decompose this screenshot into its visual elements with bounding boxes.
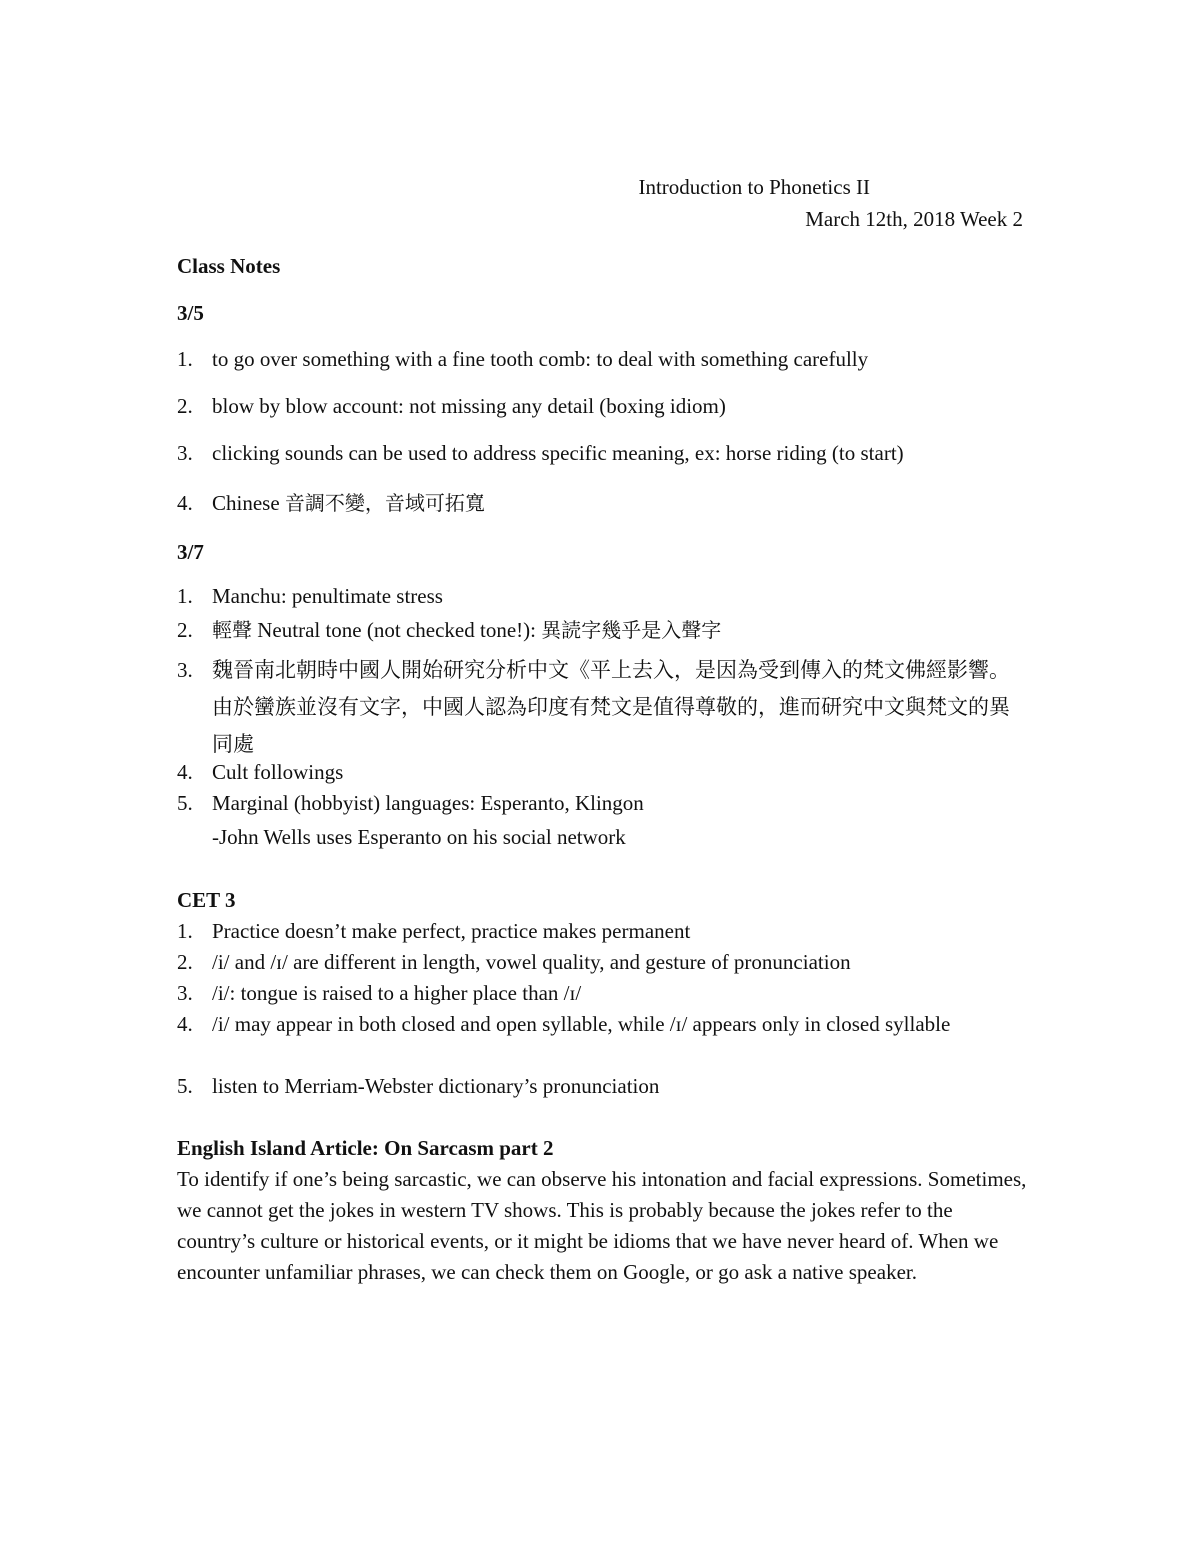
list-text: Manchu: penultimate stress <box>212 584 443 608</box>
list-number: 1. <box>177 347 193 371</box>
list-text <box>212 485 1037 522</box>
list-number: 4. <box>177 760 193 784</box>
list-text: Practice doesn’t make perfect, practice makes permanent <box>212 919 691 943</box>
list-item <box>177 1071 1037 1102</box>
section-heading-cet3: CET 3 <box>177 888 236 912</box>
list-item <box>177 1009 977 1040</box>
list-text: /i/: tongue is raised to a higher place than /ɪ/ <box>212 981 582 1005</box>
list-item <box>177 435 1037 472</box>
list-number: 5. <box>177 1074 193 1098</box>
section-heading-3-5: 3/5 <box>177 301 204 325</box>
list-item <box>177 581 1037 612</box>
list-item <box>177 388 1037 425</box>
list-number: 5. <box>177 791 193 815</box>
list-subline: -John Wells uses Esperanto on his social network <box>212 825 626 849</box>
list-text: /i/ and /ɪ/ are different in length, vowel quality, and gesture of pronunciation <box>212 950 851 974</box>
chinese-text: 音調不變，音域可拓寬 <box>284 491 485 515</box>
list-number: 3. <box>177 658 193 682</box>
page-title: Class Notes <box>177 254 281 278</box>
list-text: listen to Merriam-Webster dictionary’s pronunciation <box>212 1074 660 1098</box>
list-text: Marginal (hobbyist) languages: Esperanto, Klingon <box>212 791 644 815</box>
list-text: blow by blow account: not missing any detail (boxing idiom) <box>212 394 726 418</box>
chinese-text: 異読字幾乎是入聲字 <box>541 618 722 642</box>
date-line: March 12th, 2018 Week 2 <box>805 207 1023 231</box>
list-number: 3. <box>177 981 193 1005</box>
article-heading: English Island Article: On Sarcasm part 2 <box>177 1136 554 1160</box>
list-item <box>177 485 1037 522</box>
list-number: 1. <box>177 919 193 943</box>
list-text: Cult followings <box>212 760 344 784</box>
course-title: Introduction to Phonetics II <box>638 175 870 199</box>
list-number: 4. <box>177 491 193 515</box>
list-item <box>177 978 1037 1009</box>
list-number: 1. <box>177 584 193 608</box>
list-item <box>177 788 1037 819</box>
list-number: 2. <box>177 950 193 974</box>
list-item <box>177 341 1037 378</box>
chinese-text: 魏晉南北朝時中國人開始研究分析中文《平上去入，是因為受到傳入的梵文佛經影響。由於蠻族並沒有文字，中國人認為印度有梵文是值得尊敬的，進而研究中文與梵文的異同處 <box>212 658 1010 756</box>
list-text: /i/ may appear in both closed and open syllable, while /ɪ/ appears only in closed syllable <box>212 1012 951 1036</box>
list-text-prefix: Chinese <box>212 491 285 515</box>
list-number: 4. <box>177 1012 193 1036</box>
list-text <box>212 615 1037 646</box>
list-number: 2. <box>177 618 193 642</box>
list-number: 3. <box>177 441 193 465</box>
list-item <box>177 757 1037 788</box>
list-item <box>177 947 1037 978</box>
list-item <box>177 652 1027 763</box>
list-text: clicking sounds can be used to address specific meaning, ex: horse riding (to start) <box>212 441 904 465</box>
article-body: To identify if one’s being sarcastic, we can observe his intonation and facial expressions. Sometimes, we cannot get the jokes in western TV shows. This is probably because the jokes refer to the country’s culture or historical events, or it might be idioms that we have never heard of. When we encounter unfamiliar phrases, we can check them on Google, or go ask a native speaker. <box>177 1167 1027 1284</box>
list-item <box>177 916 1037 947</box>
chinese-text: 輕聲 <box>212 618 252 642</box>
section-heading-3-7: 3/7 <box>177 540 204 564</box>
list-number: 2. <box>177 394 193 418</box>
list-item <box>177 615 1037 646</box>
list-text: to go over something with a fine tooth comb: to deal with something carefully <box>212 347 869 371</box>
list-text-middle: Neutral tone (not checked tone!): <box>252 618 542 642</box>
